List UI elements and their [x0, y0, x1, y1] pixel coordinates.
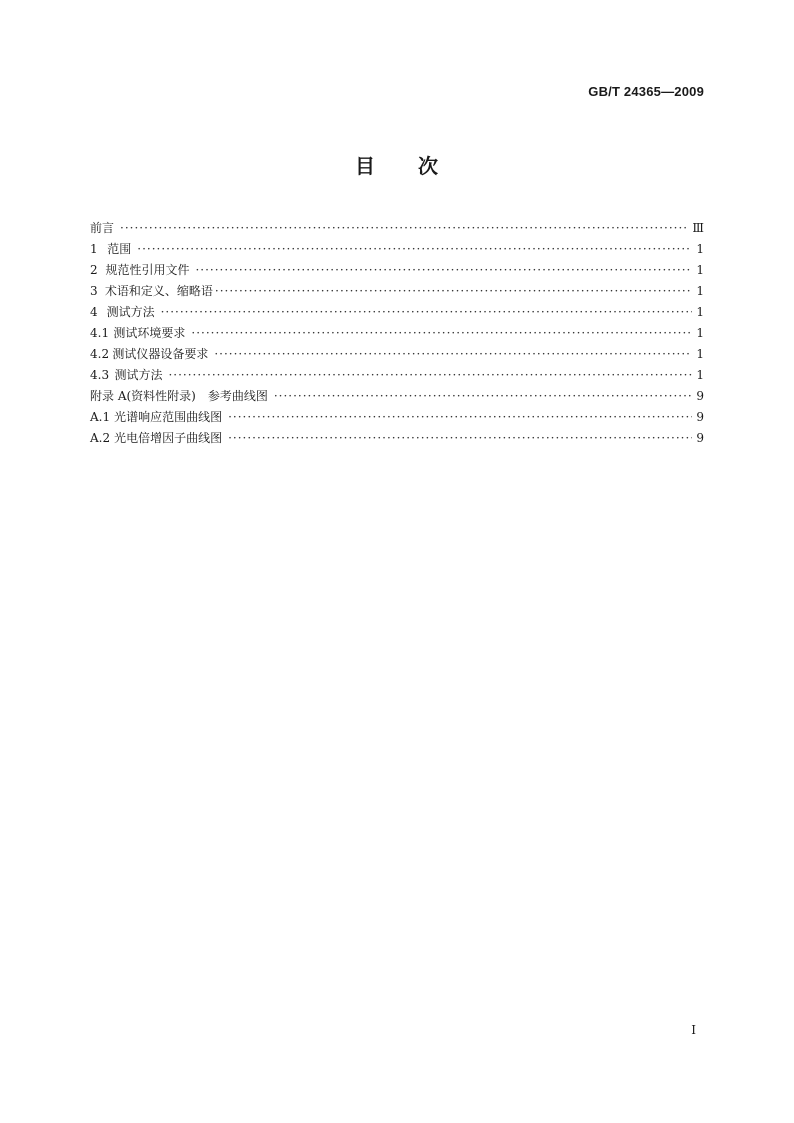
- page-title-char-1: 目: [355, 154, 376, 178]
- toc-entry-annex-a1[interactable]: [90, 407, 704, 428]
- toc-entry-label: 测试方法: [106, 305, 155, 319]
- toc-entry-label: 范围: [107, 242, 132, 256]
- toc-entry-label: 前言: [90, 221, 115, 235]
- toc-leader-dots: [215, 281, 692, 302]
- toc-entry-label: 规范性引用文件: [105, 263, 190, 277]
- toc-leader-dots: [191, 323, 692, 344]
- toc-leader-dots: [274, 386, 692, 407]
- toc-entry-page: 1: [696, 305, 704, 319]
- page-number: I: [691, 1023, 696, 1037]
- toc-entry-page: 1: [696, 263, 704, 277]
- toc-entry-number: 2: [90, 263, 98, 277]
- toc-entry-page: 1: [696, 347, 704, 361]
- toc-entry-page: 1: [696, 368, 704, 382]
- toc-entry-test-procedure[interactable]: [90, 365, 704, 386]
- toc-entry-number: 附录 A: [90, 389, 127, 403]
- toc-entry-number: 3: [90, 284, 98, 298]
- toc-leader-dots: [168, 365, 692, 386]
- toc-entry-page: 9: [696, 410, 704, 424]
- toc-entry-page: 1: [696, 284, 704, 298]
- toc-entry-foreword[interactable]: [90, 218, 704, 239]
- toc-entry-label: 术语和定义、缩略语: [104, 284, 213, 298]
- toc-entry-page: 9: [696, 431, 704, 445]
- toc-entry-label: 测试方法: [114, 368, 163, 382]
- toc-leader-dots: [228, 428, 692, 449]
- toc-entry-page: 9: [696, 389, 704, 403]
- toc-leader-dots: [228, 407, 692, 428]
- toc-entry-test-instruments[interactable]: [90, 344, 704, 365]
- toc-entry-number: 1: [90, 242, 98, 256]
- toc-entry-test-methods[interactable]: [90, 302, 704, 323]
- toc-entry-label: 测试仪器设备要求: [112, 347, 209, 361]
- toc-entry-number: 4.3: [90, 368, 110, 382]
- toc-leader-dots: [137, 239, 692, 260]
- toc-entry-test-environment[interactable]: [90, 323, 704, 344]
- toc-entry-number: A.2: [90, 431, 111, 445]
- toc-leader-dots: [195, 260, 692, 281]
- toc-entry-page: Ⅲ: [692, 221, 704, 235]
- toc-entry-page: 1: [696, 242, 704, 256]
- standard-code: GB/T 24365—2009: [588, 84, 704, 99]
- table-of-contents: [90, 218, 704, 449]
- toc-entry-number: A.1: [90, 410, 111, 424]
- toc-entry-label: 测试环境要求: [113, 326, 186, 340]
- toc-entry-annex-a[interactable]: [90, 386, 704, 407]
- toc-entry-scope[interactable]: [90, 239, 704, 260]
- toc-entry-label: 光谱响应范围曲线图: [114, 410, 223, 424]
- toc-entry-annex-a2[interactable]: [90, 428, 704, 449]
- page-title-char-2: 次: [418, 154, 439, 178]
- toc-leader-dots: [120, 218, 688, 239]
- toc-entry-number: 4: [90, 305, 98, 319]
- page-title: [0, 150, 794, 179]
- toc-leader-dots: [214, 344, 692, 365]
- toc-entry-normative-references[interactable]: [90, 260, 704, 281]
- toc-entry-page: 1: [696, 326, 704, 340]
- toc-entry-number: 4.1: [90, 326, 110, 340]
- toc-leader-dots: [161, 302, 692, 323]
- toc-entry-number: 4.2: [90, 347, 110, 361]
- toc-entry-label: (资料性附录) 参考曲线图: [126, 389, 268, 403]
- toc-entry-label: 光电倍增因子曲线图: [114, 431, 223, 445]
- toc-entry-terms-definitions[interactable]: [90, 281, 704, 302]
